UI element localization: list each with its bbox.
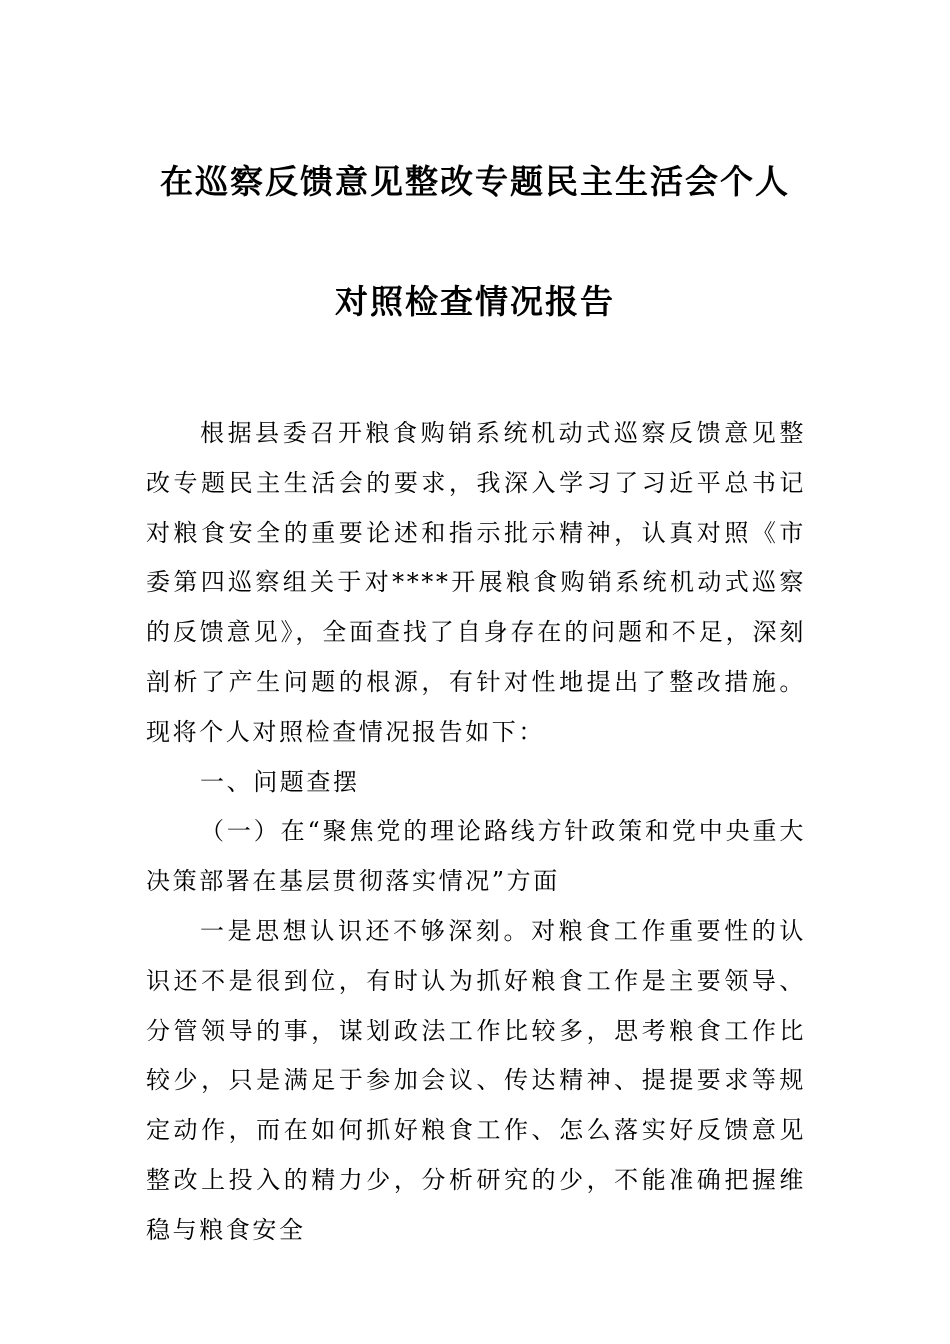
- body-paragraph-point-1: 一是思想认识还不够深刻。对粮食工作重要性的认识还不是很到位，有时认为抓好粮食工作是主要领导、分管领导的事，谋划政法工作比较多，思考粮食工作比较少，只是满足于参加会议、传达精神、提提要求等规定动作，而在如何抓好粮食工作、怎么落实好反馈意见整改上投入的精力少，分析研究的少，不能准确把握维稳与粮食安全: [146, 916, 806, 1244]
- subsection-heading-1: （一）在“聚焦党的理论路线方针政策和党中央重大决策部署在基层贯彻落实情况”方面: [146, 817, 806, 896]
- document-title-line-2: 对照检查情况报告: [335, 282, 615, 321]
- document-title-line-1: 在巡察反馈意见整改专题民主生活会个人: [160, 162, 790, 201]
- document-body: [146, 409, 806, 1256]
- section-heading-problems: 一、问题查摆: [200, 767, 360, 796]
- intro-paragraph: 根据县委召开粮食购销系统机动式巡察反馈意见整改专题民主生活会的要求，我深入学习了习近平总书记对粮食安全的重要论述和指示批示精神，认真对照《市委第四巡察组关于对****开展粮食购销系统机动式巡察的反馈意见》，全面查找了自身存在的问题和不足，深刻剖析了产生问题的根源，有针对性地提出了整改措施。现将个人对照检查情况报告如下：: [146, 419, 806, 746]
